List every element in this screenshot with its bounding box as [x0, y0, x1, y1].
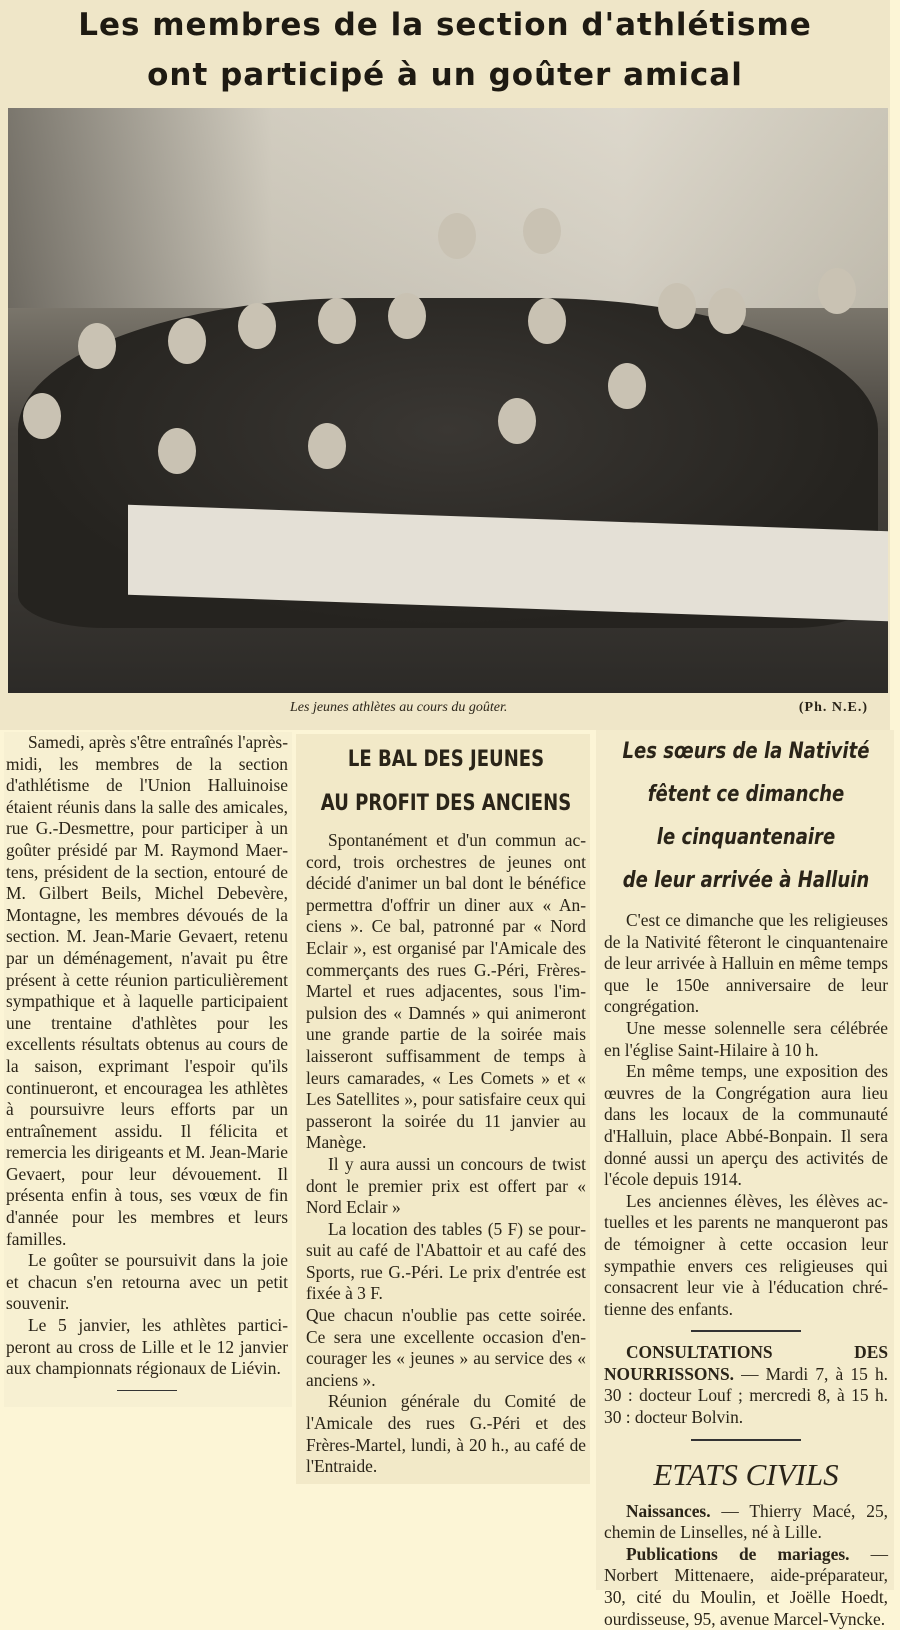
paragraph: Samedi, après s'être entraînés l'après-midi, les membres de la section d'athlétisme de l'Union Halluinoise étaient réunis dans la salle des amicales, rue G.-Desmettre, pour participer à un goûter présidé par M. Raymond Maertens, président de la section, entouré de M. Gilbert Beils, Michel Debevère, Montagne, les membres dévoués de la section. M. Jean-Marie Gevaert, retenu par un déménagement, n'avait pu être présent à cette réunion particulièrement sympathique et à laquelle participaient une trentaine d'athlètes pour les excellents résultats obtenus au cours de la saison, exprimant l'espoir qu'ils continueront, et encouragea les athlètes à poursuivre leurs efforts par un entraînement assidu. Il félicita et remercia les dirigeants et M. Jean-Marie Gevaert, pour leur dévouement. Il présenta enfin à tous, ses vœux de fin d'année pour les membres et leurs familles. [6, 732, 288, 1249]
paragraph: Le 5 janvier, les athlètes participeront au cross de Lille et le 12 janvier aux championnats régionaux de Liévin. [6, 1315, 288, 1379]
photo-caption-bar [0, 700, 890, 724]
article-title: Les sœurs de la Nativité fêtent ce dimanche le cinquantenaire de leur arrivée à Halluin [622, 739, 870, 893]
article-bal-des-jeunes [296, 734, 590, 1484]
paragraph: Il y aura aussi un concours de twist dont le premier prix est offert par « Nord Eclair » [306, 1153, 586, 1218]
photo-credit: (Ph. N.E.) [798, 700, 868, 715]
paragraph: C'est ce dimanche que les religieuses de la Nativité fêteront le cinquantenaire de leur arrivée à Halluin en même temps que le 150e anniversaire de leur congrégation. [604, 910, 888, 1017]
consultations-notice: CONSULTATIONS DES NOURRISSONS. — Mardi 7, à 15 h. 30 : docteur Louf ; mercredi 8, à 15 h. 30 : docteur Bolvin. [604, 1342, 888, 1428]
article-soeurs-nativite [596, 730, 894, 1629]
paragraph: La location des tables (5 F) se poursuit au café de l'Abattoir et au café des Sports, rue G.-Péri. Le prix d'entrée est fixée à 3 F. [306, 1218, 586, 1304]
naissances-notice: Naissances. — Thierry Macé, 25, chemin de Linselles, né à Lille. [604, 1500, 888, 1543]
photo-caption: Les jeunes athlètes au cours du goûter. [290, 700, 508, 715]
etats-civils-title: ETATS CIVILS [653, 1456, 839, 1492]
article-athletisme [4, 732, 292, 1407]
headline-line-1: Les membres de la section d'athlétisme [78, 7, 812, 43]
headline-line-2: ont participé à un goûter amical [147, 57, 743, 93]
paragraph: Une messe solennelle sera célébrée en l'église Saint-Hilaire à 10 h. [604, 1017, 888, 1060]
paragraph: Que chacun n'oublie pas cette soirée. Ce sera une excellente occasion d'encourager les « jeunes » au service des « anciens ». [306, 1305, 586, 1390]
group-photo [8, 108, 888, 693]
paragraph: Spontanément et d'un commun accord, trois orchestres de jeunes ont décidé d'animer un bal dont le bénéfice permettra d'offrir un diner aux « Anciens ». Ce bal, patronné par « Nord Eclair », est organisé par l'Amicale des commerçants des rues G.-Péri, Frères-Martel et rues adjacentes, sous l'impulsion des « Damnés » qui animeront une grande partie de la soirée mais laisseront suffisamment de temps à leurs camarades, « Les Comets » et « Les Satellites », pour satisfaire ceux qui passeront la soirée du 11 janvier au Manège. [306, 830, 586, 1153]
headline [0, 0, 890, 100]
paragraph: Réunion générale du Comité de l'Amicale des rues G.-Péri et des Frères-Martel, lundi, à 20 h., au café de l'Entraide. [306, 1391, 586, 1477]
article-title: LE BAL DES JEUNES AU PROFIT DES ANCIENS [320, 747, 572, 816]
divider [691, 1439, 801, 1441]
paragraph: Le goûter se poursuivit dans la joie et chacun s'en retourna avec un petit souvenir. [6, 1250, 288, 1314]
paragraph: En même temps, une exposition des œuvres de la Congrégation aura lieu dans les locaux de la communauté d'Halluin, place Abbé-Bonpain. Il sera donné aussi un aperçu des activités de l'école depuis 1914. [604, 1061, 888, 1190]
mariages-notice: Publications de mariages. — Norbert Mittenaere, aide-préparateur, 30, cité du Moulin, et Joëlle Hoedt, ourdisseuse, 95, avenue Marcel-Vyncke. [604, 1543, 888, 1629]
divider [117, 1390, 177, 1391]
paragraph: Les anciennes élèves, les élèves actuelles et les parents ne manqueront pas de témoigner à cette occasion leur sympathie envers ces religieuses qui consacrent leur vie à l'éducation chrétienne des enfants. [604, 1190, 888, 1319]
divider [691, 1330, 801, 1332]
